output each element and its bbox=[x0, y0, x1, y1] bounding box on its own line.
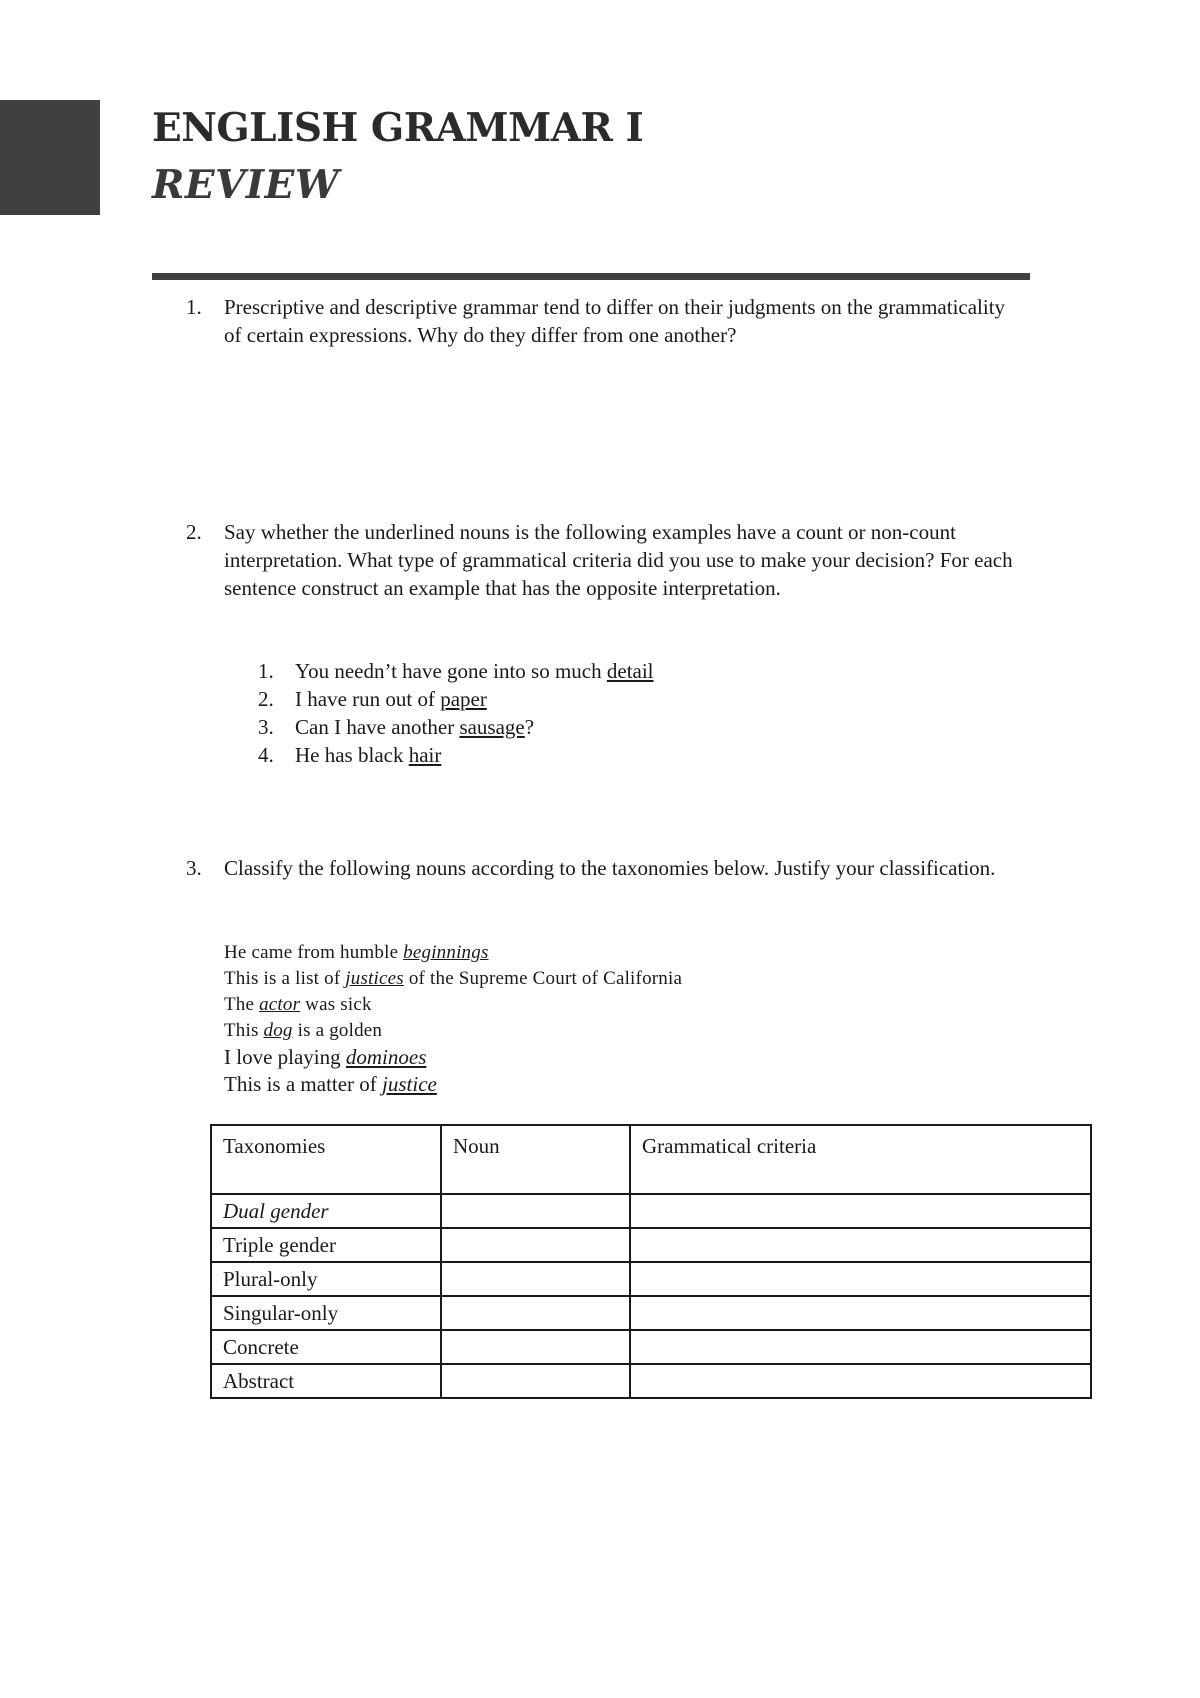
table-row bbox=[211, 1296, 1091, 1330]
question-number: 1. bbox=[186, 295, 202, 319]
criteria-answer-cell[interactable] bbox=[630, 1330, 1091, 1364]
underlined-noun: paper bbox=[440, 687, 487, 711]
criteria-answer-cell[interactable] bbox=[630, 1364, 1091, 1398]
criteria-answer-cell[interactable] bbox=[630, 1262, 1091, 1296]
list-item-number: 3. bbox=[258, 715, 274, 739]
taxonomy-cell: Concrete bbox=[211, 1330, 441, 1364]
table-row bbox=[211, 1194, 1091, 1228]
noun-answer-cell[interactable] bbox=[441, 1194, 630, 1228]
list-item-number: 1. bbox=[258, 659, 274, 683]
header-side-block bbox=[0, 100, 100, 215]
question-3-example-list bbox=[224, 940, 682, 1098]
underlined-noun: justice bbox=[382, 1072, 437, 1096]
criteria-answer-cell[interactable] bbox=[630, 1296, 1091, 1330]
table-row bbox=[211, 1262, 1091, 1296]
criteria-answer-cell[interactable] bbox=[630, 1228, 1091, 1262]
question-2 bbox=[186, 518, 1026, 602]
underlined-noun: justices bbox=[345, 968, 404, 989]
taxonomy-cell: Triple gender bbox=[211, 1228, 441, 1262]
noun-answer-cell[interactable] bbox=[441, 1228, 630, 1262]
list-item-number: 4. bbox=[258, 743, 274, 767]
example-sentence: This is a matter of justice bbox=[224, 1072, 437, 1096]
question-text: Prescriptive and descriptive grammar tend to differ on their judgments on the grammaticality of certain expressions. Why do they differ from one another? bbox=[224, 295, 1006, 347]
question-number: 2. bbox=[186, 520, 202, 544]
underlined-noun: actor bbox=[259, 994, 301, 1015]
example-sentence: This is a list of justices of the Supreme Court of California bbox=[224, 968, 683, 989]
underlined-noun: beginnings bbox=[403, 942, 489, 963]
list-item-text: I have run out of paper bbox=[295, 687, 487, 711]
question-text: Classify the following nouns according to the taxonomies below. Justify your classification. bbox=[224, 856, 996, 880]
underlined-noun: hair bbox=[408, 743, 442, 767]
example-sentence: I love playing dominoes bbox=[224, 1045, 427, 1069]
table-row bbox=[211, 1228, 1091, 1262]
question-3 bbox=[186, 854, 1026, 882]
noun-answer-cell[interactable] bbox=[441, 1262, 630, 1296]
example-sentence: This dog is a golden bbox=[224, 1020, 383, 1041]
noun-answer-cell[interactable] bbox=[441, 1364, 630, 1398]
list-item-text: He has black hair bbox=[295, 743, 442, 767]
example-sentence: The actor was sick bbox=[224, 994, 372, 1015]
taxonomy-table bbox=[210, 1124, 1092, 1399]
example-sentence: He came from humble beginnings bbox=[224, 942, 489, 963]
list-item-number: 2. bbox=[258, 687, 274, 711]
column-header: Noun bbox=[441, 1125, 630, 1194]
criteria-answer-cell[interactable] bbox=[630, 1194, 1091, 1228]
question-number: 3. bbox=[186, 856, 202, 880]
table-row bbox=[211, 1330, 1091, 1364]
taxonomy-cell: Abstract bbox=[211, 1364, 441, 1398]
underlined-noun: dog bbox=[263, 1020, 293, 1041]
header-divider bbox=[152, 273, 1030, 280]
underlined-noun: dominoes bbox=[345, 1045, 427, 1069]
page-title: ENGLISH GRAMMAR I bbox=[152, 105, 644, 151]
list-item-text: You needn’t have gone into so much detail bbox=[295, 659, 654, 683]
taxonomy-cell: Plural-only bbox=[211, 1262, 441, 1296]
column-header: Grammatical criteria bbox=[630, 1125, 1091, 1194]
column-header: Taxonomies bbox=[211, 1125, 441, 1194]
table-header-row bbox=[211, 1125, 1091, 1194]
page-subtitle: REVIEW bbox=[152, 162, 340, 208]
question-text: Say whether the underlined nouns is the following examples have a count or non-count interpretation. What type of grammatical criteria did you use to make your decision? For each sentence construct an example that has the opposite interpretation. bbox=[224, 520, 1013, 600]
question-1 bbox=[186, 293, 1026, 349]
underlined-noun: detail bbox=[606, 659, 654, 683]
noun-answer-cell[interactable] bbox=[441, 1296, 630, 1330]
taxonomy-cell: Singular-only bbox=[211, 1296, 441, 1330]
noun-answer-cell[interactable] bbox=[441, 1330, 630, 1364]
underlined-noun: sausage bbox=[459, 715, 525, 739]
taxonomy-cell: Dual gender bbox=[211, 1194, 441, 1228]
table-row bbox=[211, 1364, 1091, 1398]
list-item-text: Can I have another sausage? bbox=[295, 715, 535, 739]
